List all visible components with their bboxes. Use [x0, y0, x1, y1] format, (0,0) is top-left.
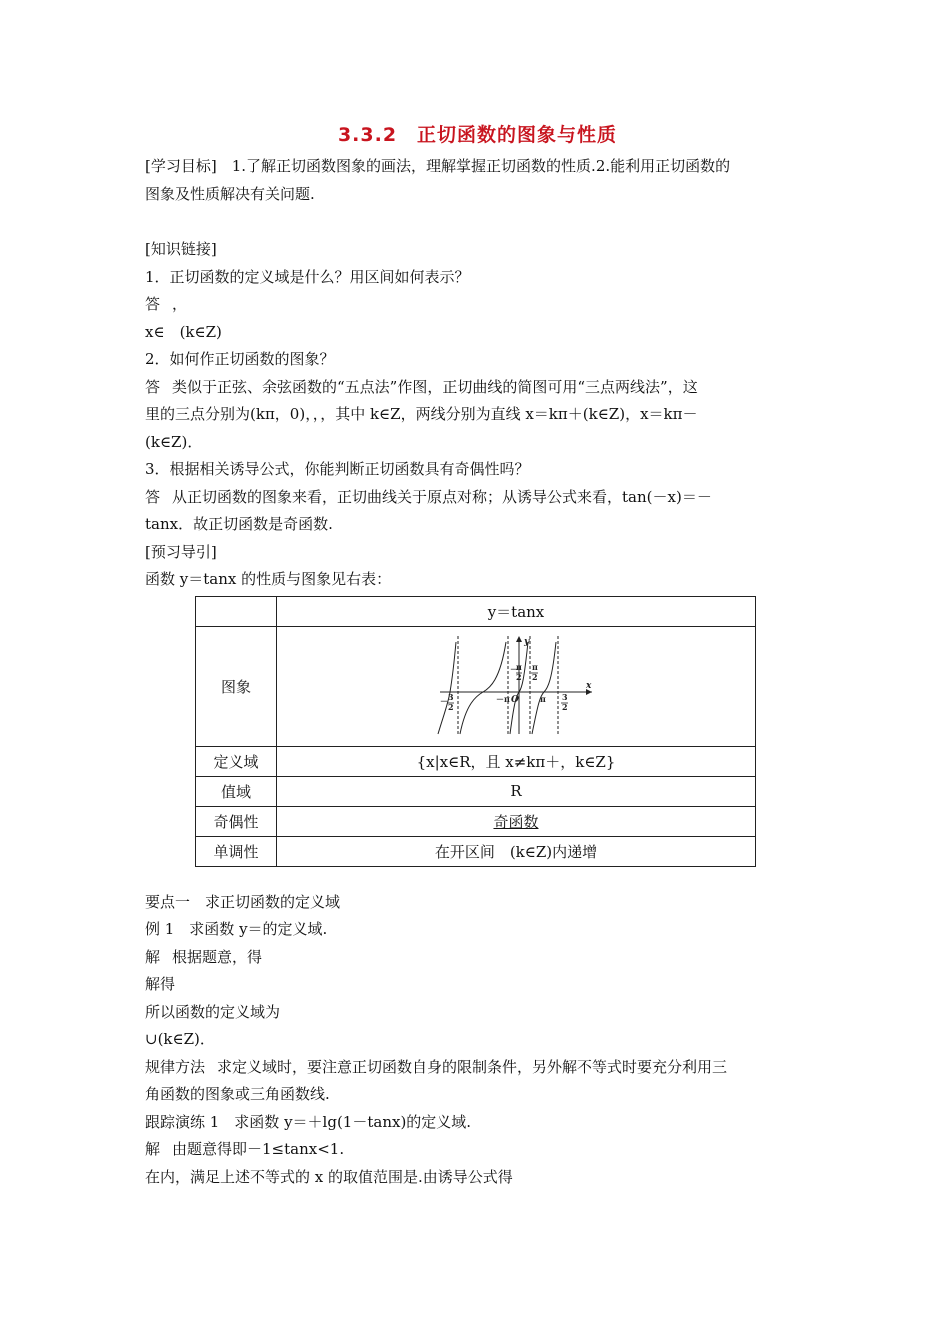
- question-2: 2．如何作正切函数的图象？: [145, 350, 335, 368]
- tangent-branch: [532, 642, 556, 734]
- goals-line-2: 图象及性质解决有关问题.: [145, 184, 315, 203]
- table-header: y＝tanx: [277, 596, 756, 626]
- table-label: 定义域: [196, 746, 277, 776]
- answer-3-line-2: tanx．故正切函数是奇函数.: [145, 515, 333, 533]
- table-row: [196, 806, 756, 836]
- answer-3-line-1: [145, 484, 810, 512]
- graph-cell: [277, 626, 756, 746]
- knowledge-heading: [知识链接]: [145, 240, 217, 258]
- half-pi-den: 2: [532, 672, 538, 682]
- goals-text-1: 1.了解正切函数图象的画法，理解掌握正切函数的性质.2.能利用正切函数的: [231, 157, 731, 175]
- answer-label: 答: [145, 377, 161, 396]
- y-arrow: [516, 636, 522, 642]
- example-1: 例 1 求函数 y＝的定义域.: [145, 920, 328, 938]
- solution-line-3: 所以函数的定义域为: [145, 1002, 281, 1021]
- question-1: 1．正切函数的定义域是什么？用区间如何表示？: [145, 267, 470, 286]
- neg-three-half-label: －: [440, 696, 448, 706]
- preview-intro: 函数 y＝tanx 的性质与图象见右表：: [145, 570, 392, 588]
- table-row: [196, 776, 756, 806]
- three-half-den: 2: [562, 702, 568, 712]
- neg-three-half-den: 2: [448, 702, 454, 712]
- tangent-branch: [460, 642, 506, 734]
- table-value: [277, 806, 756, 836]
- question-3: 3．根据相关诱导公式，你能判断正切函数具有奇偶性吗？: [145, 460, 530, 478]
- answer-2-line-2: 里的三点分别为(kπ，0)，，，其中 k∈Z，两线分别为直线 x＝kπ＋(k∈Z)，x＝kπ－: [145, 405, 698, 423]
- answer-1: [145, 291, 810, 319]
- section-heading: 要点一 求正切函数的定义域: [145, 892, 341, 911]
- answer-text: 从正切函数的图象来看，正切曲线关于原点对称；从诱导公式来看，tan(－x)＝－: [172, 487, 712, 506]
- answer-label: 答: [145, 295, 161, 313]
- tangent-graph: [436, 634, 596, 738]
- x-label: x: [586, 681, 592, 691]
- rule-label: 规律方法: [145, 1057, 206, 1076]
- track-exercise: 跟踪演练 1 求函数 y＝＋lg(1－tanx)的定义域.: [145, 1112, 472, 1131]
- table-label: 图象: [196, 626, 277, 746]
- solution-text: 由题意得即－1≤tanx<1.: [172, 1140, 345, 1158]
- solution-line-4: ∪(k∈Z)．: [145, 1030, 215, 1048]
- table-cell-empty: [196, 596, 277, 626]
- rule-text: 求定义域时，要注意正切函数自身的限制条件，另外解不等式时要充分利用三: [217, 1057, 728, 1076]
- y-label: y: [524, 637, 530, 647]
- neg-half-pi-num: π: [516, 662, 522, 672]
- document-page: [145, 120, 810, 1191]
- neg-three-half-num: 3: [448, 692, 454, 702]
- table-value: R: [277, 776, 756, 806]
- track-solution-2: 在内，满足上述不等式的 x 的取值范围是.由诱导公式得: [145, 1167, 513, 1186]
- neg-pi-label: －π: [496, 694, 510, 704]
- answer-label: 答: [145, 487, 161, 506]
- answer-2-line-3: (k∈Z)．: [145, 432, 203, 451]
- track-solution-1: [145, 1136, 810, 1164]
- three-half-num: 3: [562, 692, 568, 702]
- preview-heading: [预习导引]: [145, 542, 217, 561]
- answer-2-line-1: [145, 374, 810, 402]
- solution-line-2: 解得: [145, 975, 176, 993]
- answer-text: 类似于正弦、余弦函数的“五点法”作图，正切曲线的简图可用“三点两线法”，这: [172, 377, 698, 396]
- table-row: [196, 836, 756, 866]
- rule-line-1: [145, 1054, 810, 1082]
- table-row: [196, 746, 756, 776]
- origin-label: O: [511, 695, 519, 705]
- rule-line-2: 角函数的图象或三角函数线.: [145, 1085, 330, 1103]
- neg-half-pi-den: 2: [516, 672, 522, 682]
- tangent-branch: [438, 642, 456, 734]
- table-label: 单调性: [196, 836, 277, 866]
- page-title: 3.3.2 正切函数的图象与性质: [337, 124, 618, 146]
- properties-table: [195, 596, 756, 867]
- solution-label: 解: [145, 1140, 161, 1158]
- table-row: [196, 626, 756, 746]
- answer-1-line-2: x∈ (k∈Z): [145, 322, 222, 341]
- solution-text: 根据题意，得: [172, 947, 263, 966]
- table-row: [196, 596, 756, 626]
- goals-label: [学习目标]: [145, 157, 217, 175]
- table-value: {x|x∈R，且 x≠kπ＋，k∈Z}: [277, 746, 756, 776]
- table-value: 在开区间 (k∈Z)内递增: [277, 836, 756, 866]
- answer-text: ，: [172, 295, 188, 313]
- goals-line-1: [145, 153, 810, 181]
- table-label: 值域: [196, 776, 277, 806]
- pi-label: π: [540, 694, 546, 704]
- parity-value: 奇函数: [493, 812, 539, 831]
- solution-line-1: [145, 944, 810, 972]
- solution-label: 解: [145, 947, 161, 966]
- neg-half-pi-label: －: [510, 664, 518, 674]
- half-pi-num: π: [532, 662, 538, 672]
- table-label: 奇偶性: [196, 806, 277, 836]
